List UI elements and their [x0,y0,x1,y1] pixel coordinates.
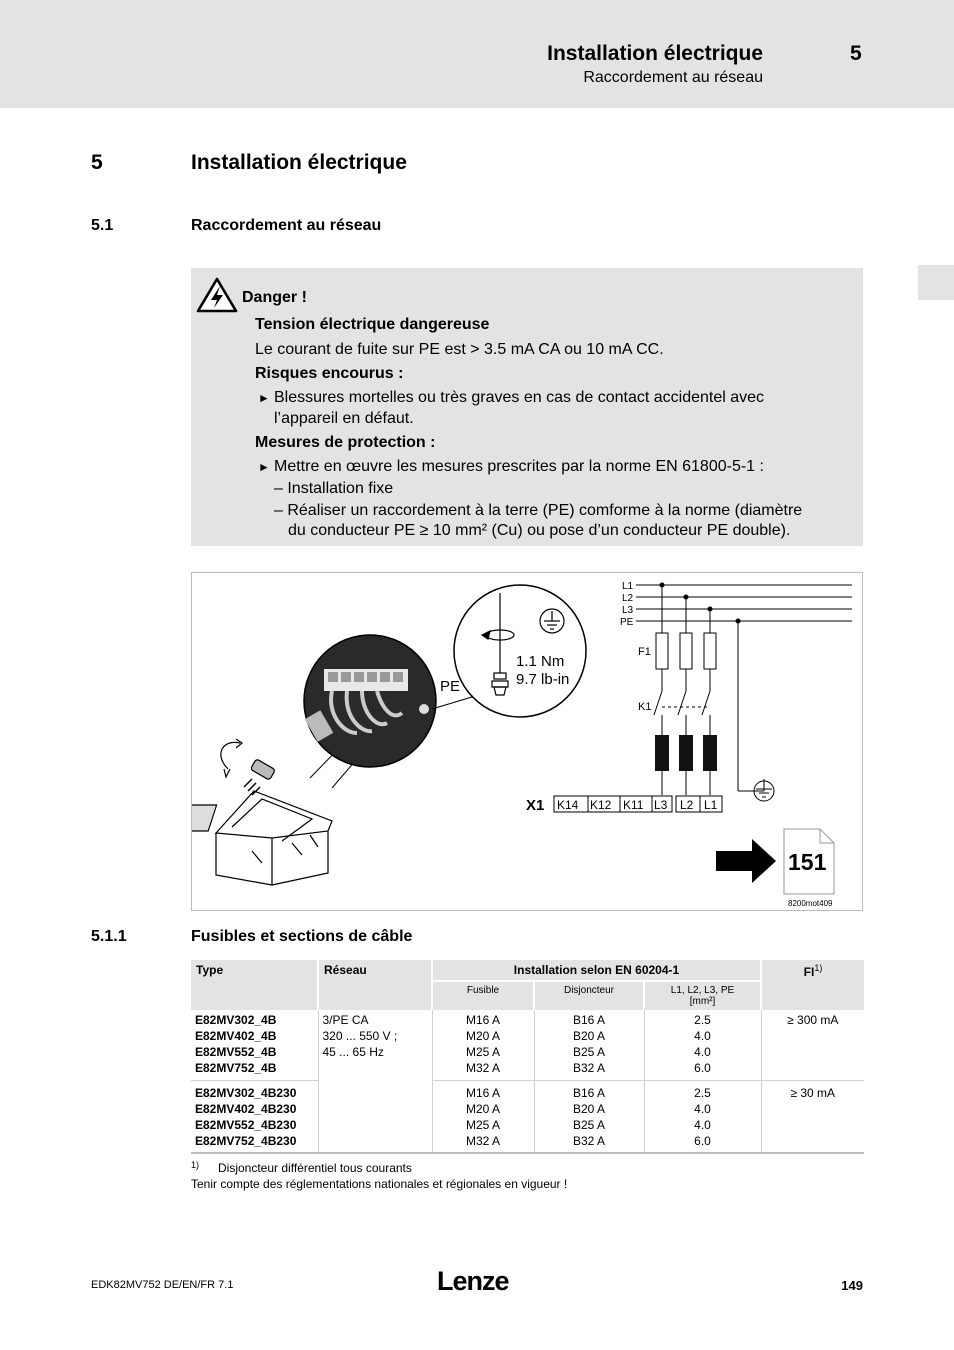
danger-notice [191,268,863,546]
fi-cell: ≥ 30 mA [761,1081,864,1154]
wiring-diagram [192,573,864,912]
chapter-tab-marker [918,265,954,300]
phase-label-pe: PE [620,617,634,628]
type-cell: E82MV302_4B230 E82MV402_4B230 E82MV552_4B230 E82MV752_4B230 [191,1081,318,1154]
fusible-cell: M16 A M20 A M25 A M32 A [432,1081,534,1154]
subsection-title: Raccordement au réseau [191,217,382,234]
risks-title: Risques encourus : [255,365,404,382]
fusible-cell: M16 A M20 A M25 A M32 A [432,1010,534,1081]
col-fusible: Fusible [432,981,534,1010]
wiring-figure [191,572,863,911]
measure-sub-1: – Installation fixe [274,480,394,497]
contactor-label: K1 [638,701,652,713]
measure-sub-2-line-2: du conducteur PE ≥ 10 mm² (Cu) ou pose d’un conducteur PE double). [288,522,791,539]
terminal-k12: K12 [590,798,612,812]
col-reseau: Réseau [318,960,432,1010]
terminal-strip-label: X1 [526,797,545,814]
page-reference-arrow-icon [716,839,776,883]
terminal-k14: K14 [557,798,579,812]
torque-detail-circle [454,585,586,717]
subsubsection-title: Fusibles et sections de câble [191,928,413,945]
regulation-note: Tenir compte des réglementations nationales et régionales en vigueur ! [191,1177,568,1191]
bullet-triangle-icon: ► [258,391,270,405]
lenze-logo: Lenze [437,1266,509,1296]
col-disjoncteur: Disjoncteur [534,981,644,1010]
phase-label-l1: L1 [622,581,634,592]
header-subtitle: Raccordement au réseau [583,69,763,86]
hazard-text: Le courant de fuite sur PE est > 3.5 mA CA ou 10 mA CC. [255,341,664,358]
terminal-photo-inset [304,635,436,767]
figure-id: 8200mot409 [788,899,833,908]
type-cell: E82MV302_4B E82MV402_4B E82MV552_4B E82MV752_4B [191,1010,318,1081]
measure-sub-2-line-1: – Réaliser un raccordement à la terre (PE) comforme à la norme (diamètre [274,502,803,519]
section-number: 5 [91,151,103,174]
phase-label-l3: L3 [622,605,634,616]
device-housing-drawing [192,739,362,885]
torque-lbin: 9.7 lb-in [516,671,570,688]
section-cell: 2.5 4.0 4.0 6.0 [644,1010,761,1081]
header-band [0,0,954,108]
table-row [191,1081,864,1154]
terminal-k11: K11 [623,798,644,812]
phase-label-l2: L2 [622,593,634,604]
hazard-title: Tension électrique dangereuse [255,316,490,333]
col-fi: FI$^{1)}$ [761,960,864,1010]
measures-title: Mesures de protection : [255,434,436,451]
disjoncteur-cell: B16 A B20 A B25 A B32 A [534,1081,644,1154]
col-type: Type [191,960,318,1010]
disjoncteur-cell: B16 A B20 A B25 A B32 A [534,1010,644,1081]
page-reference-number: 151 [788,849,827,875]
fuse-table [191,960,864,1154]
section-title: Installation électrique [191,151,407,174]
pe-label: PE [440,678,461,695]
footnote-text: Disjoncteur différentiel tous courants [218,1161,412,1175]
terminal-l3: L3 [654,798,668,812]
fuse-label: F1 [638,646,651,658]
fi-cell: ≥ 300 mA [761,1010,864,1081]
col-section: L1, L2, L3, PE [mm²] [644,981,761,1010]
measure-line: Mettre en œuvre les mesures prescrites par la norme EN 61800-5-1 : [274,458,764,475]
section-cell: 2.5 4.0 4.0 6.0 [644,1081,761,1154]
risk-line-2: l’appareil en défaut. [274,410,414,427]
reseau-cell: 3/PE CA 320 ... 550 V ; 45 ... 65 Hz [318,1010,432,1153]
subsection-number: 5.1 [91,217,114,234]
torque-nm: 1.1 Nm [516,653,565,670]
risk-line-1: Blessures mortelles ou très graves en cas de contact accidentel avec [274,389,765,406]
footnote-mark: 1) [191,1160,200,1170]
high-voltage-warning-icon [196,277,238,313]
terminal-l2: L2 [680,798,694,812]
page-number: 149 [841,1278,863,1293]
subsubsection-number: 5.1.1 [91,928,127,945]
footer-document-id: EDK82MV752 DE/EN/FR 7.1 [91,1279,234,1291]
col-installation: Installation selon EN 60204-1 [432,960,761,981]
header-chapter-number: 5 [850,42,862,65]
bullet-triangle-icon: ► [258,460,270,474]
motor-chokes [655,735,717,771]
header-title: Installation électrique [547,42,763,65]
table-row [191,1010,864,1081]
danger-label: Danger ! [242,289,307,306]
terminal-l1: L1 [704,798,718,812]
